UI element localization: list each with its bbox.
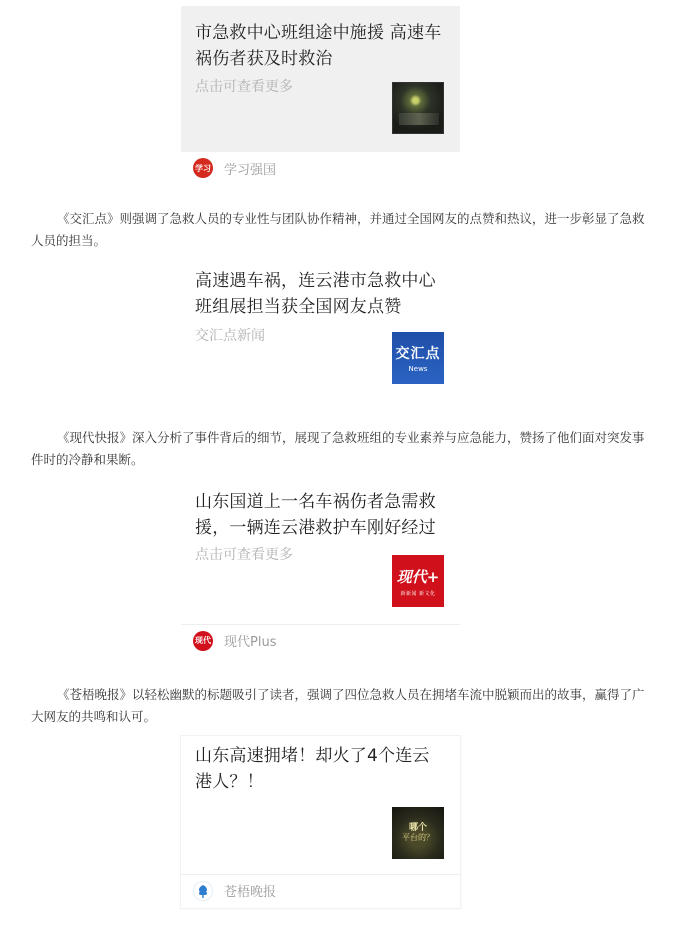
paragraph-jiaohuidian: 《交汇点》则强调了急救人员的专业性与团队协作精神，并通过全国网友的点赞和热议，进一步彰显了急救人员的担当。 <box>31 211 645 248</box>
card-subtitle: 点击可查看更多 <box>195 79 293 95</box>
card-subtitle: 交汇点新闻 <box>195 328 265 344</box>
card-title: 高速遇车祸，连云港市急救中心班组展担当获全国网友点赞 <box>195 271 436 317</box>
card-title: 山东高速拥堵！却火了4个连云港人？！ <box>195 746 430 792</box>
link-card-jiaohuidian[interactable] <box>181 262 460 400</box>
card-source <box>181 874 460 906</box>
card-source <box>181 624 460 656</box>
card-subtitle: 点击可查看更多 <box>195 547 293 563</box>
jiaohuidian-logo-thumbnail: 交汇点 News <box>392 332 444 384</box>
card-source <box>181 152 460 184</box>
link-card-xuexiqiangguo[interactable] <box>181 6 460 183</box>
accident-photo-thumbnail <box>392 82 444 134</box>
paragraph-cangwuwanbao: 《苍梧晚报》以轻松幽默的标题吸引了读者，强调了四位急救人员在拥堵车流中脱颖而出的故事，赢得了广大网友的共鸣和认可。 <box>31 687 645 724</box>
paragraph-xiandaikuaibao: 《现代快报》深入分析了事件背后的细节，展现了急救班组的专业素养与应急能力，赞扬了他们面对突发事件时的冷静和果断。 <box>31 430 645 467</box>
xiandaiplus-logo-thumbnail: 现代+ 新新闻 新文化 <box>392 555 444 607</box>
xuexiqiangguo-logo-icon: 学习 <box>193 158 213 178</box>
xiandaiplus-logo-icon: 现代 <box>193 631 213 651</box>
link-card-cangwuwanbao[interactable] <box>181 736 460 908</box>
card-title: 山东国道上一名车祸伤者急需救援，一辆连云港救护车刚好经过 <box>195 492 436 538</box>
card-title: 市急救中心班组途中施援 高速车祸伤者获及时救治 <box>195 23 442 69</box>
cangwuwanbao-logo-icon <box>193 881 213 901</box>
source-name: 现代Plus <box>224 635 277 650</box>
source-name: 苍梧晚报 <box>224 885 277 900</box>
link-card-xiandaiplus[interactable] <box>181 482 460 658</box>
source-name: 学习强国 <box>224 162 277 178</box>
cangwuwanbao-photo-thumbnail: 哪个 平台的？ <box>392 807 444 859</box>
